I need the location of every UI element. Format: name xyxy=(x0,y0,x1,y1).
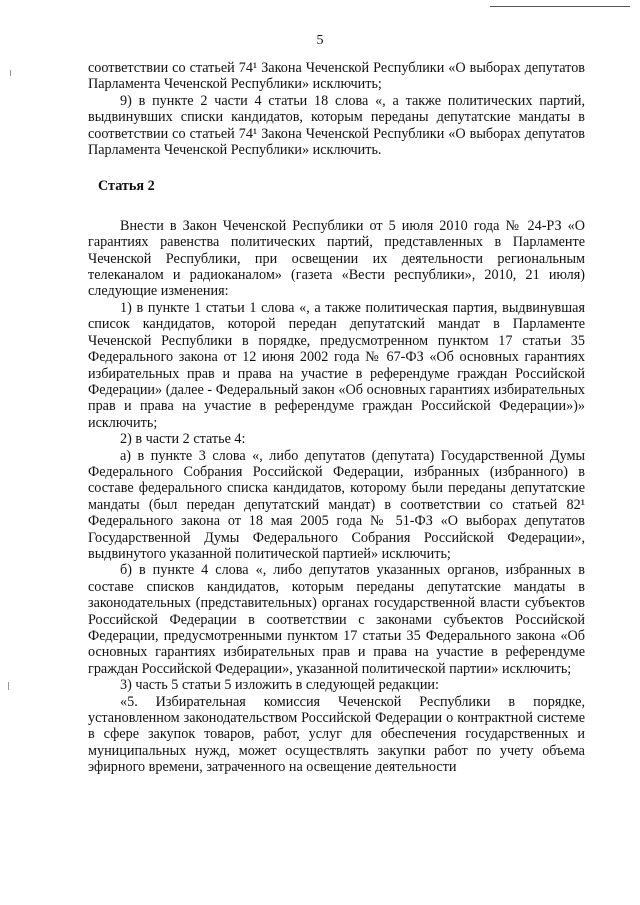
paragraph-item-3: 3) часть 5 статьи 5 изложить в следующей редакции: xyxy=(120,677,439,694)
paragraph-item-1: 1) в пункте 1 статьи 1 слова «, а также политическая партия, выдвинувшая список кандидатов, которой передан депутатский мандат в Парламенте Чеченской Республики в порядке, предусмотренном пунктом 17 статьи 35 Федерального закона от 12 июня 2002 года № 67-ФЗ «Об основных гарантиях избирательных прав и права на участие в референдуме граждан Российской Федерации» (далее - Федеральный закон «Об основных гарантиях избирательных прав и права на участие в референдуме граждан Российской Федерации»)» исключить; xyxy=(88,299,585,431)
paragraph-subitem-b: б) в пункте 4 слова «, либо депутатов указанных органов, избранных в составе списков кандидатов, которым переданы депутатские мандаты в законодательных (представительных) органах государственной власти субъектов Российской Федерации в соответствии с законами субъектов Российской Федерации, предусмотренными пунктом 17 статьи 35 Федерального закона «Об основных гарантиях избирательных прав и права на участие в референдуме граждан Российской Федерации», указанной политической партии» исключить; xyxy=(88,562,585,677)
article-heading: Статья 2 xyxy=(98,178,155,195)
paragraph-item-9: 9) в пункте 2 части 4 статьи 18 слова «, а также политических партий, выдвинувших списки кандидатов, которым переданы депутатские мандаты в соответствии со статьей 74¹ Закона Чеченской Республики «О выборах депутатов Парламента Чеченской Республики» исключить. xyxy=(88,92,585,159)
scan-mark xyxy=(8,682,9,690)
document-body xyxy=(88,60,585,776)
scan-mark xyxy=(10,70,11,76)
paragraph-continuation: соответствии со статьей 74¹ Закона Чеченской Республики «О выборах депутатов Парламента Чеченской Республики» исключить; xyxy=(88,60,585,93)
paragraph-item-2: 2) в части 2 статье 4: xyxy=(120,431,246,448)
paragraph-subitem-a: а) в пункте 3 слова «, либо депутатов (депутата) Государственной Думы Федерального Собрания Российской Федерации, избранных (избранного) в составе федерального списка кандидатов, которому были переданы депутатские мандаты (был передан депутатский мандат) в соответствии со статьей 82¹ Федерального закона от 18 мая 2005 года № 51-ФЗ «О выборах депутатов Государственной Думы Федерального Собрания Российской Федерации», выдвинутого указанной политической партией» исключить; xyxy=(88,447,585,562)
header-rule xyxy=(490,6,630,7)
page-number: 5 xyxy=(316,33,324,48)
paragraph-article-intro: Внести в Закон Чеченской Республики от 5 июля 2010 года № 24-РЗ «О гарантиях равенства политических партий, представленных в Парламенте Чеченской Республики, при освещении их деятельности региональным телеканалом и радиоканалом» (газета «Вести республики», 2010, 21 июля) следующие изменения: xyxy=(88,217,585,300)
paragraph-new-text-5: «5. Избирательная комиссия Чеченской Республики в порядке, установленном законодательством Российской Федерации о контрактной системе в сфере закупок товаров, работ, услуг для обеспечения государственных и муниципальных нужд, может осуществлять закупки работ по учету объема эфирного времени, затраченного на освещение деятельности xyxy=(88,693,585,776)
